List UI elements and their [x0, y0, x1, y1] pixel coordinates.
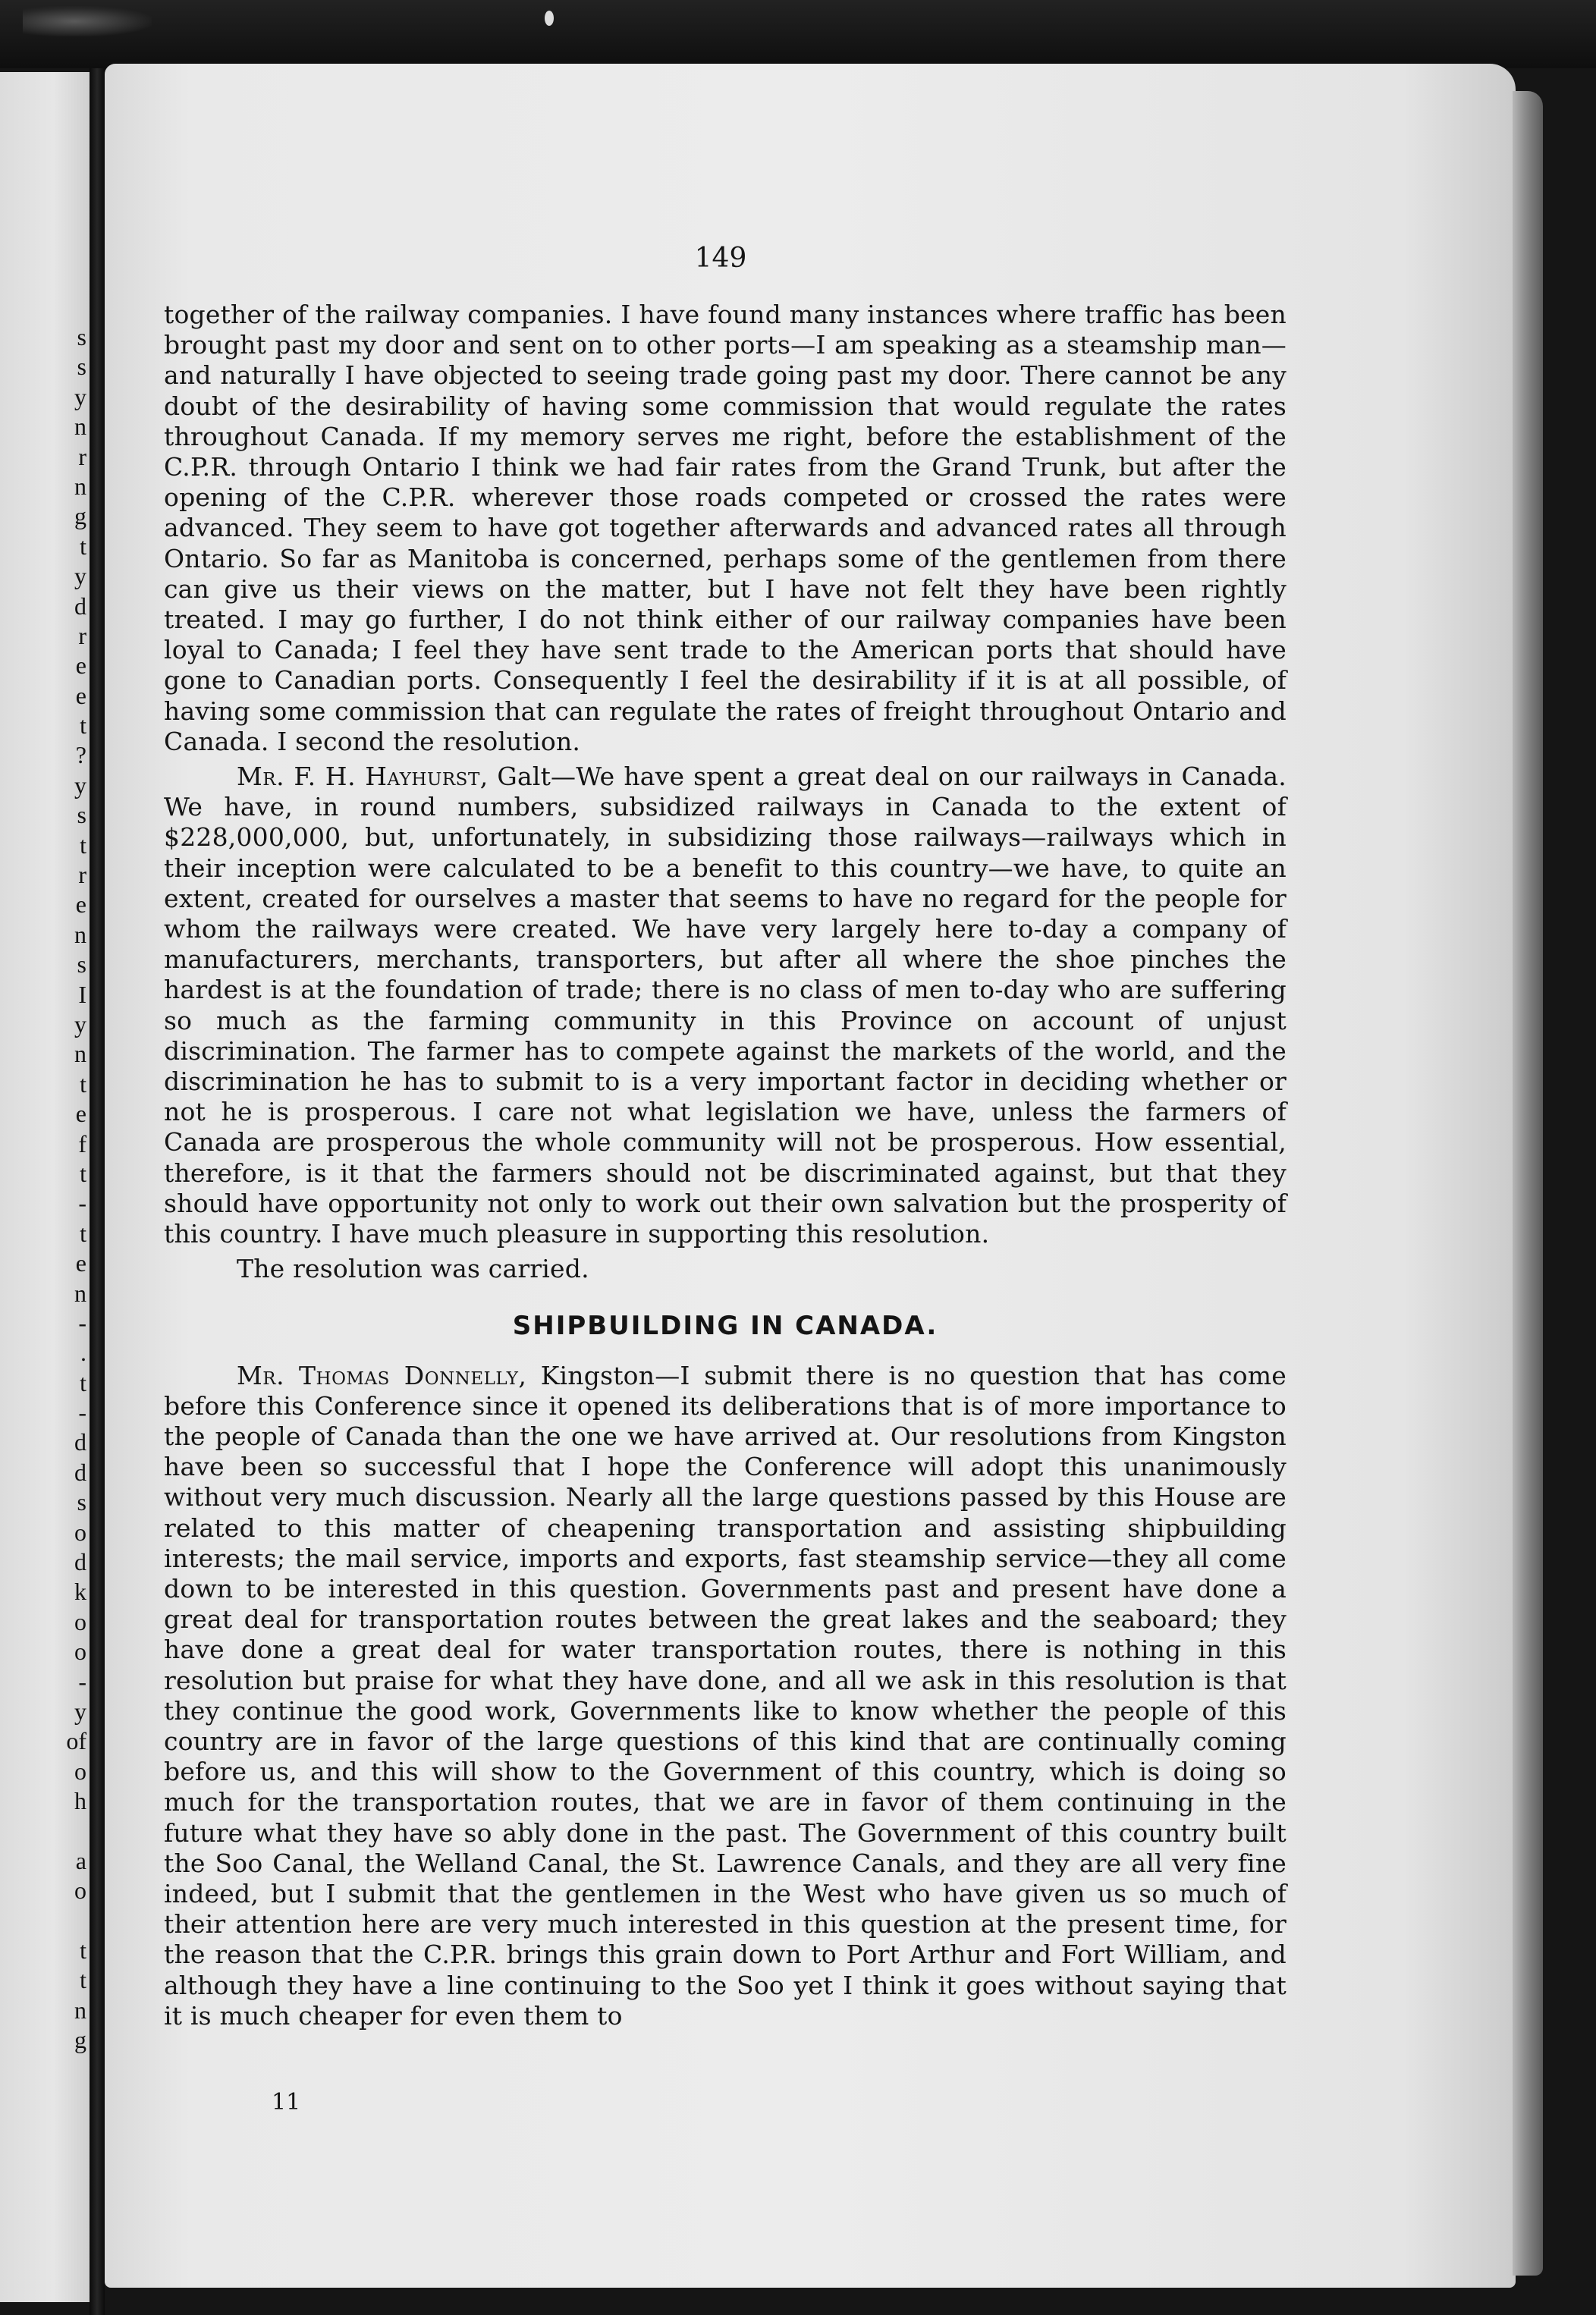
adjacent-page-letter: n	[74, 1279, 86, 1307]
adjacent-page-letter: e	[75, 1100, 86, 1128]
adjacent-page-letter: t	[80, 1936, 86, 1965]
adjacent-page-letter: d	[74, 1548, 86, 1576]
adjacent-page-letter: y	[74, 771, 86, 799]
scan-top-border	[0, 0, 1596, 68]
adjacent-page-letter: r	[78, 621, 86, 649]
adjacent-page-letter: d	[74, 1458, 86, 1486]
paragraph-text: , Galt—We have spent a great deal on our railways in Canada. We have, in round numbers, subsidized railways in Canada to the extent of $228,000,000, but, unfortunately, in subsidizing those railways—railways which in their inception were calculated to be a benefit to this country—we have, to quite an extent, created for ourselves a master that seems to have no regard for the people for whom the railways were created. We have very largely here to-day a company of manufacturers, merchants, transporters, but after all where the shoe pinches the hardest is at the foundation of trade; there is no class of men to-day who are suffering so much as the farming community in this Province on account of unjust discrimination. The farmer has to compete against the markets of the world, and the discrimination he has to submit to is a very important factor in deciding whether or not he is prosperous. I care not what legislation we have, unless the farmers of Canada are prosperous the whole community will not be prosperous. How essential, therefore, is it that the farmers should not be discriminated against, but that they should have opportunity not only to work out their own salvation but the prosperity of this country. I have much pleasure in supporting this resolution.	[164, 762, 1287, 1249]
adjacent-page-letter: f	[78, 1129, 86, 1158]
paragraph-text: , Kingston—I submit there is no question that has come before this Conference since it opened its deliberations that is of more importance to the people of Canada than the one we have arrived at. Our resolutions from Kingston have been so successful that I hope the Conference will adopt this unanimously without very much discussion. Nearly all the large questions passed by this House are related to this matter of cheapening transportation and assisting shipbuilding interests; the mail service, imports and exports, fast steamship service—they all come down to be interested in this question. Governments past and present have done a great deal for transportation routes between the great lakes and the seaboard; they have done a great deal for water transportation routes, there is nothing in this resolution but praise for what they have done, and all we ask in this resolution is that they continue the good work, Governments like to know whether the people of this country are in favor of the large questions of this kind that are continually coming before us, and this will show to the Government of this country, which is doing so much for the transportation routes, that we are in favor of them continuing in the future what they have so ably done in the past. The Government of this country built the Soo Canal, the Welland Canal, the St. Lawrence Canals, and they are all very fine indeed, but I submit that the gentlemen in the West who have given us so much of their attention here are very much interested in this question at the present time, for the reason that the C.P.R. brings this grain down to Port Arthur and Fort William, and although they have a line continuing to the Soo yet I think it goes without saying that it is much cheaper for even them to	[164, 1360, 1287, 2031]
adjacent-page-letter: s	[77, 1488, 86, 1516]
adjacent-page-letter: h	[74, 1787, 86, 1815]
adjacent-page-letter: y	[74, 1010, 86, 1038]
adjacent-page-letter: s	[77, 353, 86, 381]
adjacent-page-letter: y	[74, 1697, 86, 1725]
adjacent-page-letter: s	[77, 950, 86, 978]
adjacent-page-letter: -	[78, 1667, 86, 1695]
page-number: 149	[694, 243, 747, 274]
section-heading: SHIPBUILDING IN CANADA.	[512, 1310, 938, 1341]
adjacent-page-letter: .	[80, 1339, 86, 1367]
adjacent-page-letter: n	[74, 1996, 86, 2024]
paragraph-text: together of the railway companies. I have found many instances where traffic has been brought past my door and sent on to other ports—I am speaking as a steamship man—and naturally I have objected to seeing trade going past my door. There cannot be any doubt of the desirability of having some commission that would regulate the rates throughout Canada. If my memory serves me right, before the establishment of the C.P.R. through Ontario I think we had fair rates from the Grand Trunk, but after the opening of the C.P.R. wherever those roads competed or crossed the rates were advanced. They seem to have got together afterwards and advanced rates all through Ontario. So far as Manitoba is concerned, perhaps some of the gentlemen from there can give us their views on the matter, but I have not felt they have been rightly treated. I may go further, I do not think either of our railway companies have been loyal to Canada; I feel they have sent trade to the American ports that should have gone to Canadian ports. Consequently I feel the desirability if it is at all possible, of having some commission that can regulate the rates of freight throughout Ontario and Canada. I second the resolution.	[164, 300, 1287, 756]
adjacent-page-letter: o	[74, 1518, 86, 1546]
adjacent-page-edge	[0, 72, 90, 2302]
adjacent-page-letter: s	[77, 323, 86, 350]
adjacent-page-letter: n	[74, 1040, 86, 1068]
adjacent-page-letter: t	[80, 1966, 86, 1994]
adjacent-page-letter: ?	[75, 741, 86, 769]
speaker-name: Mr. Thomas Donnelly	[237, 1360, 519, 1390]
adjacent-page-letter: y	[74, 562, 86, 590]
adjacent-page-letter: s	[77, 801, 86, 829]
paragraph-text: The resolution was carried.	[237, 1254, 589, 1284]
adjacent-page-letter: -	[78, 1308, 86, 1337]
adjacent-page-letter: o	[74, 1757, 86, 1785]
adjacent-page-letter: e	[75, 1249, 86, 1277]
adjacent-page-letter: o	[74, 1607, 86, 1635]
paragraph-hayhurst	[164, 762, 1287, 1249]
adjacent-page-letter: t	[80, 831, 86, 859]
adjacent-page-letter: r	[78, 861, 86, 889]
signature-mark: 11	[272, 2089, 301, 2116]
page-stack-edge	[1513, 91, 1543, 2276]
adjacent-page-letter: g	[74, 502, 86, 530]
adjacent-page-letter: t	[80, 1219, 86, 1247]
adjacent-page-letter: -	[78, 1399, 86, 1427]
adjacent-page-letter: of	[66, 1727, 86, 1755]
paragraph-donnelly	[164, 1361, 1287, 2031]
adjacent-page-letter: d	[74, 1428, 86, 1456]
adjacent-page-line-endings	[66, 322, 86, 2056]
page-body	[164, 300, 1287, 2031]
adjacent-page-letter: r	[78, 442, 86, 470]
speaker-name: Mr. F. H. Hayhurst	[237, 762, 480, 792]
book-spine	[90, 68, 105, 2315]
adjacent-page-letter: o	[74, 1638, 86, 1666]
adjacent-page-letter: e	[75, 652, 86, 680]
adjacent-page-letter: d	[74, 592, 86, 620]
adjacent-page-letter: t	[80, 1368, 86, 1396]
adjacent-page-letter: n	[74, 472, 86, 500]
scan-dot	[545, 11, 554, 26]
adjacent-page-letter: t	[80, 1070, 86, 1098]
adjacent-page-letter: e	[75, 681, 86, 709]
adjacent-page-letter: g	[74, 2026, 86, 2054]
adjacent-page-letter: e	[75, 891, 86, 919]
adjacent-page-letter: I	[78, 980, 86, 1008]
scan-speck	[23, 6, 152, 36]
adjacent-page-letter: -	[78, 1189, 86, 1217]
adjacent-page-letter: t	[80, 711, 86, 740]
adjacent-page-letter: y	[74, 382, 86, 410]
adjacent-page-letter: t	[80, 1159, 86, 1187]
adjacent-page-letter: a	[75, 1846, 86, 1874]
adjacent-page-letter: t	[80, 532, 86, 560]
adjacent-page-letter: o	[74, 1877, 86, 1905]
adjacent-page-letter: n	[74, 413, 86, 441]
adjacent-page-letter: k	[74, 1578, 86, 1606]
adjacent-page-letter: n	[74, 920, 86, 948]
paragraph-continuation	[164, 300, 1287, 757]
paragraph-resolution-carried	[164, 1254, 1287, 1284]
